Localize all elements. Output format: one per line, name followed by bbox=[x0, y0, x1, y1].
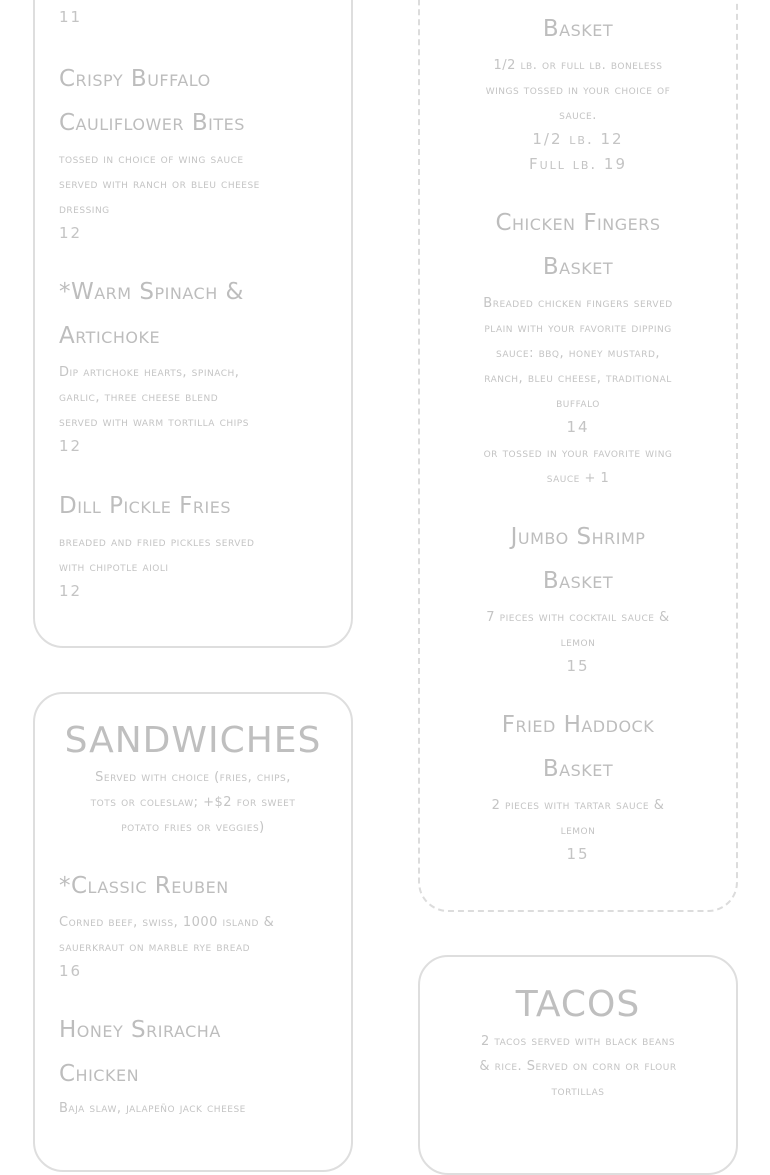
item-name: Dill Pickle Fries bbox=[59, 493, 231, 519]
item-description: Breaded chicken fingers served bbox=[483, 296, 673, 311]
item-name: Crispy Buffalo bbox=[59, 66, 211, 92]
item-price: 14 bbox=[566, 418, 590, 436]
item-description: served with ranch or bleu cheese bbox=[59, 177, 260, 192]
item-name: Basket bbox=[542, 16, 614, 42]
item-description: tossed in choice of wing sauce bbox=[59, 152, 244, 167]
item-price: 1/2 lb. 12 bbox=[532, 130, 624, 148]
item-description: dressing bbox=[59, 202, 110, 217]
item-name: Fried Haddock bbox=[501, 712, 655, 738]
section-intro: & rice. Served on corn or flour bbox=[479, 1059, 677, 1074]
item-name: Chicken Fingers bbox=[495, 210, 661, 236]
item-description: sauce: bbq, honey mustard, bbox=[495, 346, 661, 361]
item-name: Basket bbox=[542, 568, 614, 594]
item-description: Baja slaw, jalapeño jack cheese bbox=[59, 1101, 246, 1116]
item-name: Jumbo Shrimp bbox=[510, 524, 646, 550]
item-description: buffalo bbox=[556, 396, 600, 411]
item-description: wings tossed in your choice of bbox=[485, 83, 671, 98]
item-description: 2 pieces with tartar sauce & bbox=[491, 798, 665, 813]
item-price: 15 bbox=[566, 657, 590, 675]
item-description: sauerkraut on marble rye bread bbox=[59, 940, 251, 955]
item-description: Corned beef, swiss, 1000 island & bbox=[59, 915, 275, 930]
item-description: breaded and fried pickles served bbox=[59, 535, 255, 550]
section-intro: potato fries or veggies) bbox=[121, 820, 265, 835]
item-description: 1/2 lb. or full lb. boneless bbox=[493, 58, 663, 73]
item-name: *Classic Reuben bbox=[59, 873, 229, 899]
item-description: plain with your favorite dipping bbox=[484, 321, 672, 336]
item-description: sauce. bbox=[559, 108, 597, 123]
item-name: Basket bbox=[542, 254, 614, 280]
item-name: Chicken bbox=[59, 1061, 140, 1087]
item-description: lemon bbox=[560, 635, 596, 650]
item-price: 16 bbox=[59, 962, 83, 980]
item-description: with chipotle aioli bbox=[59, 560, 169, 575]
item-description: 7 pieces with cocktail sauce & bbox=[486, 610, 670, 625]
item-description: lemon bbox=[560, 823, 596, 838]
item-description: garlic, three cheese blend bbox=[59, 390, 219, 405]
item-name: Basket bbox=[542, 756, 614, 782]
item-price: 12 bbox=[59, 582, 83, 600]
section-intro: 2 tacos served with black beans bbox=[480, 1034, 676, 1049]
item-name: Artichoke bbox=[59, 323, 161, 349]
item-name: *Warm Spinach & bbox=[59, 279, 244, 305]
item-option: or tossed in your favorite wing bbox=[483, 446, 673, 461]
item-description: ranch, bleu cheese, traditional bbox=[484, 371, 672, 386]
item-price: 12 bbox=[59, 224, 83, 242]
item-description: Dip artichoke hearts, spinach, bbox=[59, 365, 240, 380]
section-title: TACOS bbox=[515, 984, 641, 1025]
item-price: 15 bbox=[566, 845, 590, 863]
section-intro: tortillas bbox=[551, 1084, 605, 1099]
section-title: SANDWICHES bbox=[64, 720, 322, 761]
item-name: Cauliflower Bites bbox=[59, 110, 245, 136]
item-price: Full lb. 19 bbox=[528, 155, 627, 173]
section-intro: tots or coleslaw; +$2 for sweet bbox=[90, 795, 296, 810]
item-price: 12 bbox=[59, 437, 83, 455]
item-price: 11 bbox=[59, 8, 83, 26]
section-intro: Served with choice (fries, chips, bbox=[95, 770, 291, 785]
item-name: Honey Sriracha bbox=[59, 1017, 221, 1043]
item-option: sauce + 1 bbox=[546, 471, 610, 486]
item-description: served with warm tortilla chips bbox=[59, 415, 249, 430]
